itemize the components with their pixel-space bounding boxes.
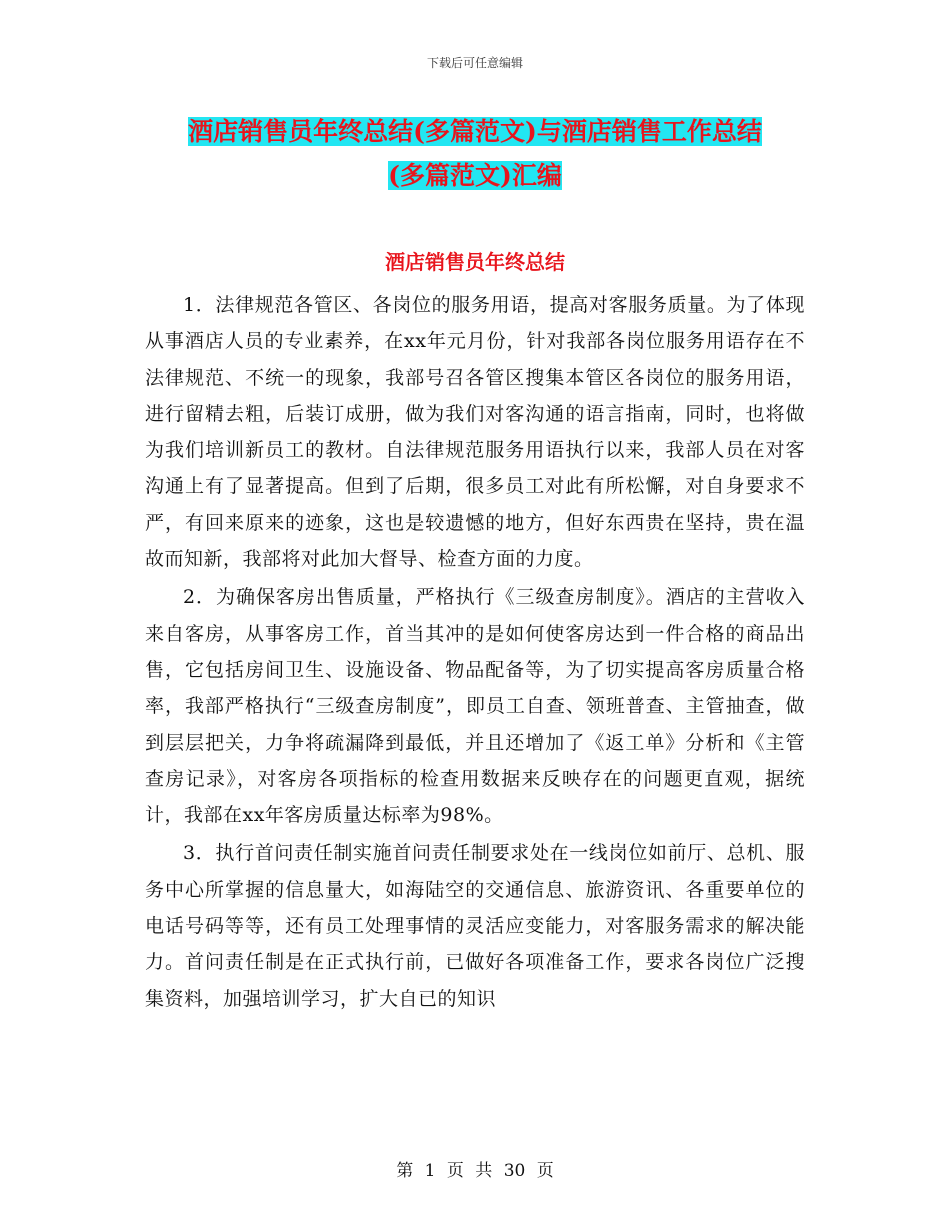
page-number: 第 1 页 共 30 页 [396, 1161, 554, 1181]
body-text [145, 287, 805, 1017]
title-line-2: (多篇范文)汇编 [388, 161, 562, 190]
header-note: 下载后可任意编辑 [426, 56, 523, 70]
paragraph-3: 3．执行首问责任制实施首问责任制要求处在一线岗位如前厅、总机、服务中心所掌握的信息量大，如海陆空的交通信息、旅游资讯、各重要单位的电话号码等等，还有员工处理事情的灵活应变能力，对客服务需求的解决能力。首问责任制是在正式执行前，已做好各项准备工作，要求各岗位广泛搜集资料，加强培训学习，扩大自已的知识 [145, 842, 805, 1010]
document-title [120, 110, 830, 198]
paragraph-1: 1．法律规范各管区、各岗位的服务用语，提高对客服务质量。为了体现从事酒店人员的专业素养，在xx年元月份，针对我部各岗位服务用语存在不法律规范、不统一的现象，我部号召各管区搜集本管区各岗位的服务用语，进行留精去粗，后装订成册，做为我们对客沟通的语言指南，同时，也将做为我们培训新员工的教材。自法律规范服务用语执行以来，我部人员在对客沟通上有了显著提高。但到了后期，很多员工对此有所松懈，对自身要求不严，有回来原来的迹象，这也是较遗憾的地方，但好东西贵在坚持，贵在温故而知新，我部将对此加大督导、检查方面的力度。 [145, 294, 805, 571]
paragraph-2: 2．为确保客房出售质量，严格执行《三级查房制度》。酒店的主营收入来自客房，从事客房工作，首当其冲的是如何使客房达到一件合格的商品出售，它包括房间卫生、设施设备、物品配备等，为了切实提高客房质量合格率，我部严格执行“三级查房制度”，即员工自查、领班普查、主管抽查，做到层层把关，力争将疏漏降到最低，并且还增加了《返工单》分析和《主管查房记录》，对客房各项指标的检查用数据来反映存在的问题更直观，据统计，我部在xx年客房质量达标率为98%。 [145, 586, 805, 827]
section-title: 酒店销售员年终总结 [385, 250, 565, 274]
title-line-1: 酒店销售员年终总结(多篇范文)与酒店销售工作总结 [188, 117, 762, 146]
